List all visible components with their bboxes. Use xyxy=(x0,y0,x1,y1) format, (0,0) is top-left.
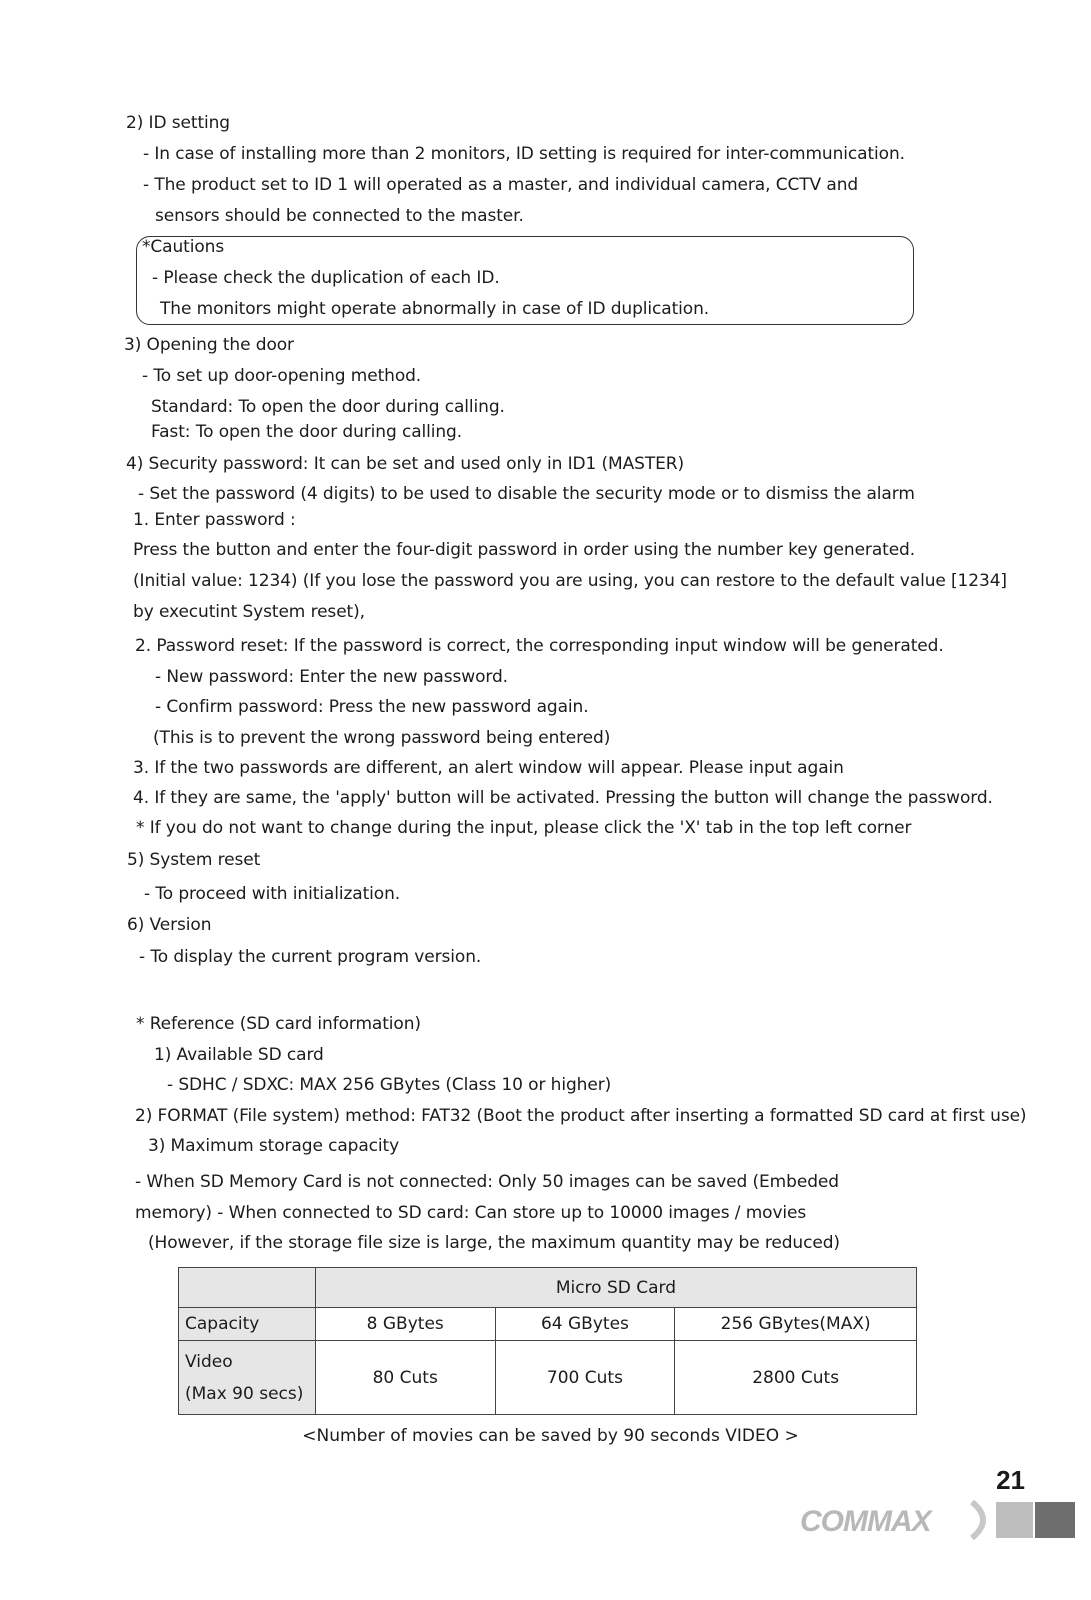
table-corner-cell xyxy=(179,1268,316,1308)
security-line-7: - New password: Enter the new password. xyxy=(155,667,508,687)
footer-bar-dark xyxy=(1035,1502,1075,1538)
security-line-2: 1. Enter password : xyxy=(133,510,296,530)
security-line-9: (This is to prevent the wrong password being entered) xyxy=(153,728,611,748)
table-row xyxy=(179,1308,917,1341)
logo-arc-icon xyxy=(968,1500,998,1540)
system-reset-line-1: - To proceed with initialization. xyxy=(144,884,401,904)
id-setting-line-3: sensors should be connected to the master. xyxy=(155,206,524,226)
system-reset-heading: 5) System reset xyxy=(127,850,261,870)
table-row xyxy=(179,1341,917,1415)
video-cell: 2800 Cuts xyxy=(675,1341,917,1415)
footer-bar-light xyxy=(996,1502,1033,1538)
cautions-line-2: The monitors might operate abnormally in case of ID duplication. xyxy=(160,299,710,319)
capacity-cell: 256 GBytes(MAX) xyxy=(675,1308,917,1341)
table-caption: <Number of movies can be saved by 90 seconds VIDEO > xyxy=(302,1426,799,1446)
cautions-line-1: - Please check the duplication of each ID. xyxy=(152,268,500,288)
version-line-1: - To display the current program version. xyxy=(139,947,482,967)
security-line-12: * If you do not want to change during the input, please click the 'X' tab in the top left corner xyxy=(136,818,912,838)
id-setting-line-1: - In case of installing more than 2 monitors, ID setting is required for inter-communication. xyxy=(143,144,905,164)
video-label xyxy=(179,1341,316,1415)
reference-line-4: 3) Maximum storage capacity xyxy=(148,1136,400,1156)
reference-line-1: 1) Available SD card xyxy=(154,1045,324,1065)
security-line-11: 4. If they are same, the 'apply' button will be activated. Pressing the button will change the password. xyxy=(133,788,993,808)
reference-heading: * Reference (SD card information) xyxy=(136,1014,421,1034)
security-heading: 4) Security password: It can be set and used only in ID1 (MASTER) xyxy=(126,454,685,474)
video-cell: 80 Cuts xyxy=(315,1341,495,1415)
table-header-micro-sd: Micro SD Card xyxy=(315,1268,916,1308)
capacity-cell: 64 GBytes xyxy=(495,1308,675,1341)
reference-line-2: - SDHC / SDXC: MAX 256 GBytes (Class 10 or higher) xyxy=(167,1075,612,1095)
security-line-5: by executint System reset), xyxy=(133,602,365,622)
cautions-title: *Cautions xyxy=(142,237,225,257)
video-label-line-2: (Max 90 secs) xyxy=(185,1383,304,1404)
opening-line-2: Standard: To open the door during calling. xyxy=(151,397,505,417)
opening-heading: 3) Opening the door xyxy=(124,335,294,355)
id-setting-line-2: - The product set to ID 1 will operated as a master, and individual camera, CCTV and xyxy=(143,175,859,195)
video-label-line-1: Video xyxy=(185,1351,233,1372)
security-line-8: - Confirm password: Press the new password again. xyxy=(155,697,589,717)
sd-capacity-table xyxy=(178,1267,917,1415)
security-line-6: 2. Password reset: If the password is correct, the corresponding input window will be generated. xyxy=(135,636,944,656)
version-heading: 6) Version xyxy=(127,915,212,935)
reference-line-5: - When SD Memory Card is not connected: Only 50 images can be saved (Embeded xyxy=(135,1172,839,1192)
security-line-10: 3. If the two passwords are different, an alert window will appear. Please input again xyxy=(133,758,844,778)
reference-line-6: memory) - When connected to SD card: Can store up to 10000 images / movies xyxy=(135,1203,807,1223)
reference-line-3: 2) FORMAT (File system) method: FAT32 (Boot the product after inserting a formatted SD card at first use) xyxy=(135,1106,1027,1126)
opening-line-1: - To set up door-opening method. xyxy=(142,366,422,386)
security-line-4: (Initial value: 1234) (If you lose the password you are using, you can restore to the default value [1234] xyxy=(133,571,1007,591)
table-header-row xyxy=(179,1268,917,1308)
security-line-3: Press the button and enter the four-digit password in order using the number key generated. xyxy=(133,540,916,560)
capacity-label: Capacity xyxy=(179,1308,316,1341)
id-setting-heading: 2) ID setting xyxy=(126,113,230,133)
commax-logo: COMMAX xyxy=(800,1505,931,1538)
security-line-1: - Set the password (4 digits) to be used to disable the security mode or to dismiss the alarm xyxy=(138,484,915,504)
page-number: 21 xyxy=(996,1465,1025,1495)
reference-line-7: (However, if the storage file size is large, the maximum quantity may be reduced) xyxy=(148,1233,840,1253)
video-cell: 700 Cuts xyxy=(495,1341,675,1415)
opening-line-3: Fast: To open the door during calling. xyxy=(151,422,463,442)
capacity-cell: 8 GBytes xyxy=(315,1308,495,1341)
